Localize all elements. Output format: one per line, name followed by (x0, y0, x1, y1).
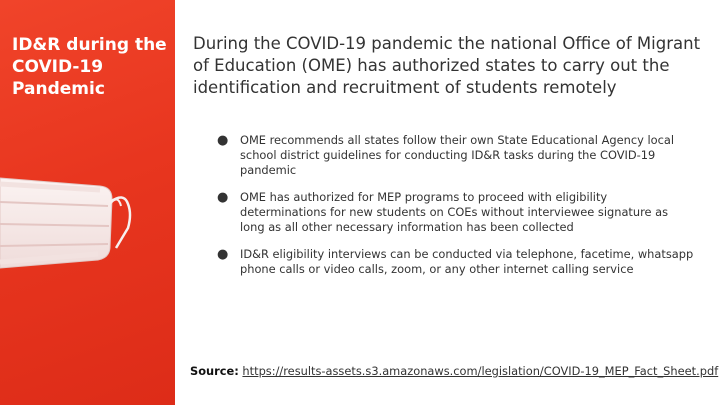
title-line: Pandemic (12, 79, 105, 99)
bullet-list (215, 133, 695, 289)
bullet-text: OME recommends all states follow their own State Educational Agency local school district guidelines for conducting ID&R tasks during the COVID-19 pandemic (240, 133, 674, 177)
bullet-icon: ● (217, 133, 229, 148)
list-item (215, 247, 695, 277)
bullet-icon: ● (217, 190, 229, 205)
title-panel (0, 0, 175, 405)
headline: During the COVID-19 pandemic the national Office of Migrant of Education (OME) has authorized states to carry out the identification and recruitment of students remotely (193, 34, 701, 97)
list-item (215, 190, 695, 235)
bullet-text: ID&R eligibility interviews can be conducted via telephone, facetime, whatsapp phone calls or video calls, zoom, or any other internet calling service (240, 247, 694, 276)
source-citation (190, 364, 719, 378)
source-label: Source: (190, 364, 239, 378)
title-line: COVID-19 (12, 57, 104, 77)
face-mask-image (0, 150, 175, 295)
slide-title (12, 34, 172, 100)
list-item (215, 133, 695, 178)
source-link[interactable]: https://results-assets.s3.amazonaws.com/legislation/COVID-19_MEP_Fact_Sheet.pdf (242, 364, 719, 378)
bullet-icon: ● (217, 247, 229, 262)
title-line: ID&R during the (12, 35, 167, 55)
bullet-text: OME has authorized for MEP programs to proceed with eligibility determinations for new students on COEs without interviewee signature as long as all other necessary information has been collected (240, 190, 669, 234)
